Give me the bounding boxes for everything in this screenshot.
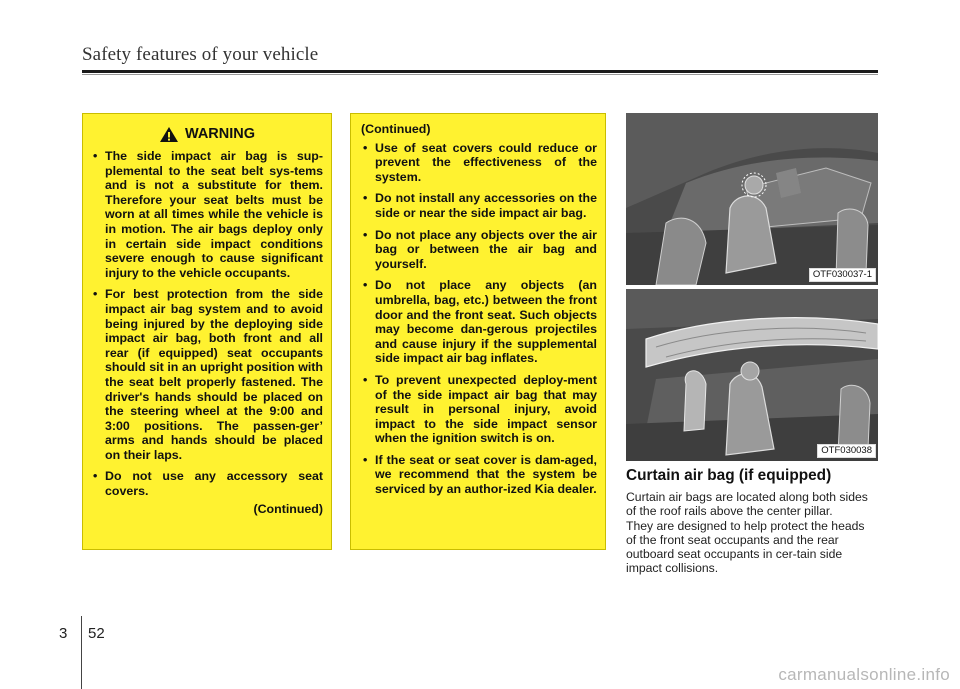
continued-bullet: • Do not place any objects over the air bag or between the air bag and yourself. <box>361 228 597 272</box>
side-airbag-drawing <box>626 113 878 285</box>
continued-heading: (Continued) <box>361 122 431 136</box>
continued-bullet: • Use of seat covers could reduce or prevent the effectiveness of the system. <box>361 141 597 185</box>
continued-bullet: • To prevent unexpected deploy-ment of the side impact air bag that may result in personal injury, avoid impact to the side impact sensor when the ignition switch is on. <box>361 373 597 446</box>
watermark: carmanualsonline.info <box>778 665 950 684</box>
warning-triangle-icon <box>159 126 179 143</box>
warning-bullet-list <box>91 149 323 499</box>
continued-bullet: • Do not install any accessories on the side or near the side impact air bag. <box>361 191 597 220</box>
image-code-label: OTF030038 <box>817 444 876 458</box>
section-number: 3 <box>59 625 68 642</box>
body-paragraph: Curtain air bags are located along both sides of the roof rails above the center pillar. <box>626 490 868 519</box>
continued-warning-box <box>350 113 606 550</box>
curtain-airbag-drawing <box>626 289 878 461</box>
continued-bullet: • If the seat or seat cover is dam-aged, we recommend that the system be serviced by an author-ized Kia dealer. <box>361 453 597 497</box>
page-header-title: Safety features of your vehicle <box>82 44 319 65</box>
page-number: 52 <box>88 625 105 642</box>
body-paragraph: They are designed to help protect the heads of the front seat occupants and the rear outboard seat occupants in cer-tain side impact collisions. <box>626 518 865 576</box>
warning-box <box>82 113 332 550</box>
warning-bullet: • Do not use any accessory seat covers. <box>91 469 323 498</box>
warning-heading-text: WARNING <box>184 126 256 143</box>
header-thin-rule <box>82 74 878 75</box>
page-divider <box>81 616 82 689</box>
continued-note: (Continued) <box>253 501 323 516</box>
warning-bullet: • The side impact air bag is sup-plemental to the seat belt sys-tems and is not a substitute for them. Therefore your seat belts must be worn at all times while the vehicle is in motion. The air bags deploy only in certain side impact conditions severe enough to cause significant injury to the vehicle occupants. <box>91 149 323 280</box>
section-body <box>626 490 878 576</box>
curtain-airbag-illustration <box>626 289 878 461</box>
warning-heading <box>91 126 323 143</box>
continued-bullet-list <box>361 141 597 497</box>
warning-bullet: • For best protection from the side impact air bag system and to avoid being injured by the deploying side impact air bag, both front and all rear (if equipped) seat occupants should sit in an upright position with the seat belt properly fastened. The driver's hands should be placed on the steering wheel at the 9:00 and 3:00 positions. The passen-ger’ arms and hands should be placed on their laps. <box>91 287 323 462</box>
section-title: Curtain air bag (if equipped) <box>626 467 832 484</box>
header-rule <box>82 70 878 73</box>
side-airbag-illustration <box>626 113 878 285</box>
continued-bullet: • Do not place any objects (an umbrella, bag, etc.) between the front door and the front seat. Such objects may become dan-gerous projectiles and cause injury if the supplemental side impact air bag inflates. <box>361 278 597 366</box>
image-code-label: OTF030037-1 <box>809 268 876 282</box>
